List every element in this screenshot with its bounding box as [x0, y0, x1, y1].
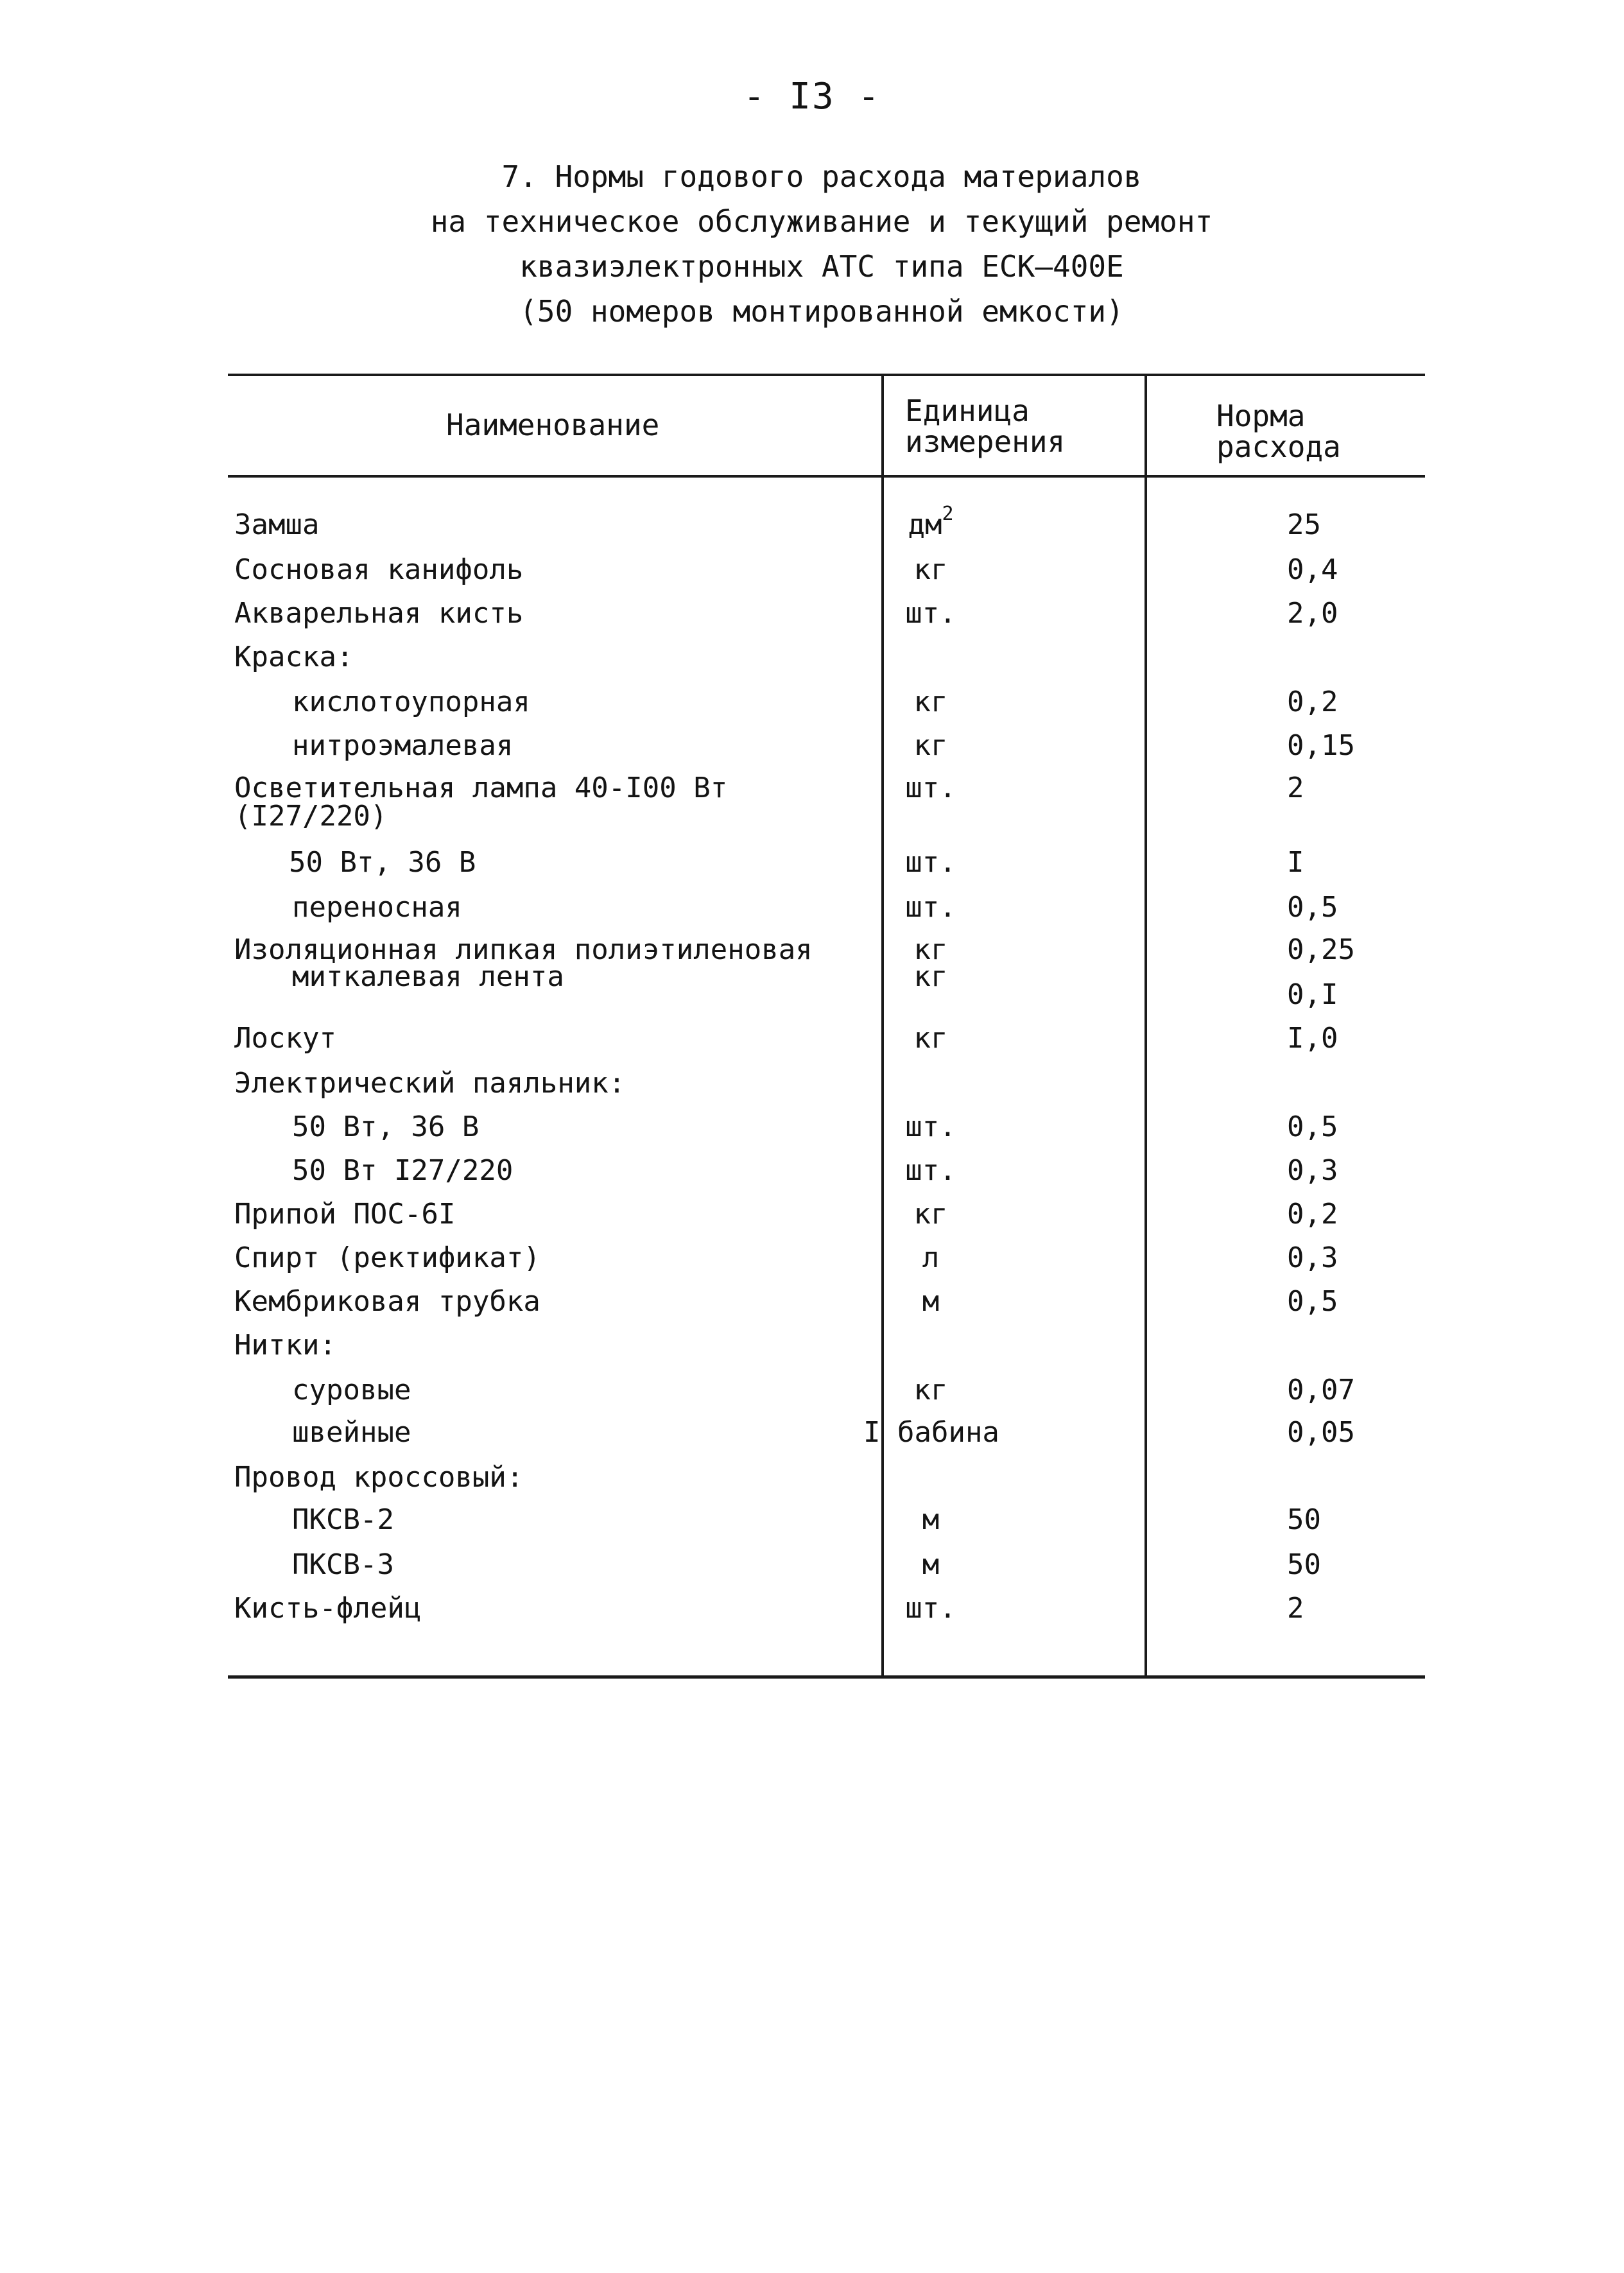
row-name: Лоскут: [234, 1022, 336, 1055]
row-name: суровые: [292, 1374, 411, 1406]
column-divider-2: [1145, 374, 1147, 1677]
table-bottom-rule: [228, 1675, 1425, 1679]
row-unit: кг: [913, 553, 948, 586]
row-unit: кг: [913, 960, 948, 993]
title-line-3: квазиэлектронных АТС типа ЕСК–400Е: [519, 249, 1124, 284]
row-name: Изоляционная липкая полиэтиленовая: [234, 933, 813, 966]
row-name: Провод кроссовый:: [234, 1461, 524, 1494]
row-norm: I: [1287, 846, 1304, 879]
row-name-continuation: (I27/220): [234, 800, 388, 833]
row-name: Сосновая канифоль: [234, 553, 524, 586]
row-unit: шт.: [905, 1154, 956, 1187]
table-top-rule: [228, 374, 1425, 376]
row-unit: л: [922, 1241, 940, 1274]
row-norm: 0,5: [1287, 1285, 1338, 1318]
header-norm-line1: Норма: [1216, 399, 1306, 433]
row-name: Замша: [234, 508, 320, 541]
row-name: Электрический паяльник:: [234, 1067, 626, 1100]
row-name: переносная: [292, 891, 462, 924]
page-number: - I3 -: [743, 76, 881, 117]
row-unit: кг: [913, 686, 948, 718]
row-unit: шт.: [905, 597, 956, 630]
row-name: 50 Вт, 36 В: [289, 846, 476, 879]
header-name: Наименование: [446, 408, 660, 442]
row-norm: 0,07: [1287, 1374, 1355, 1406]
row-unit: м: [922, 1548, 940, 1581]
row-norm: 25: [1287, 508, 1321, 541]
row-unit: кг: [913, 1198, 948, 1231]
row-norm: 0,5: [1287, 891, 1338, 924]
row-norm: 0,3: [1287, 1241, 1338, 1274]
row-unit: кг: [913, 933, 948, 966]
header-unit-line1: Единица: [905, 393, 1030, 428]
row-unit: кг: [913, 729, 948, 762]
title-line-1: 7. Нормы годового расхода материалов: [501, 159, 1142, 194]
row-norm: 0,5: [1287, 1111, 1338, 1143]
row-norm: 0,I: [1287, 978, 1338, 1011]
header-bottom-rule: [228, 475, 1425, 478]
row-unit: шт.: [905, 846, 956, 879]
row-unit: кг: [913, 1374, 948, 1406]
row-name: кислотоупорная: [292, 686, 530, 718]
row-norm: 0,3: [1287, 1154, 1338, 1187]
row-unit: м: [922, 1285, 940, 1318]
row-norm: 0,2: [1287, 686, 1338, 718]
row-norm: 50: [1287, 1548, 1321, 1581]
row-name: нитроэмалевая: [292, 729, 514, 762]
row-unit: $дм^2$: [908, 503, 954, 541]
row-norm: 0,2: [1287, 1198, 1338, 1231]
row-unit: шт.: [905, 891, 956, 924]
row-norm: 0,4: [1287, 553, 1338, 586]
row-norm: I,0: [1287, 1022, 1338, 1055]
row-norm: 0,05: [1287, 1416, 1355, 1449]
row-name: Спирт (ректификат): [234, 1241, 540, 1274]
row-name: Осветительная лампа 40-I00 Вт: [234, 772, 728, 804]
row-norm: 0,25: [1287, 933, 1355, 966]
row-name: 50 Вт, 36 В: [292, 1111, 479, 1143]
row-name: ПКСВ-2: [292, 1503, 394, 1536]
row-name: Кисть-флейц: [234, 1592, 422, 1625]
title-line-2: на техническое обслуживание и текущий ремонт: [430, 204, 1213, 239]
row-unit: кг: [913, 1022, 948, 1055]
row-unit: шт.: [905, 1111, 956, 1143]
row-norm: 2,0: [1287, 597, 1338, 630]
row-name: Кембриковая трубка: [234, 1285, 540, 1318]
row-norm: 50: [1287, 1503, 1321, 1536]
row-norm: 2: [1287, 1592, 1304, 1625]
row-name: Акварельная кисть: [234, 597, 524, 630]
row-name: ПКСВ-3: [292, 1548, 394, 1581]
row-unit: шт.: [905, 772, 956, 804]
row-name: 50 Вт I27/220: [292, 1154, 514, 1187]
row-unit: шт.: [905, 1592, 956, 1625]
table-title: [359, 154, 1284, 334]
row-unit: м: [922, 1503, 940, 1536]
header-norm-line2: расхода: [1216, 429, 1341, 464]
row-unit: I бабина: [863, 1416, 999, 1449]
row-name: швейные: [292, 1416, 411, 1449]
title-line-4: (50 номеров монтированной емкости): [519, 294, 1124, 329]
row-name: Припой ПОС-6I: [234, 1198, 456, 1231]
row-name: Краска:: [234, 641, 354, 673]
materials-norms-table: [228, 374, 1425, 1679]
row-norm: 0,15: [1287, 729, 1355, 762]
row-name: миткалевая лента: [292, 960, 564, 993]
row-name: Нитки:: [234, 1329, 336, 1361]
row-norm: 2: [1287, 772, 1304, 804]
header-unit-line2: измерения: [905, 424, 1066, 459]
